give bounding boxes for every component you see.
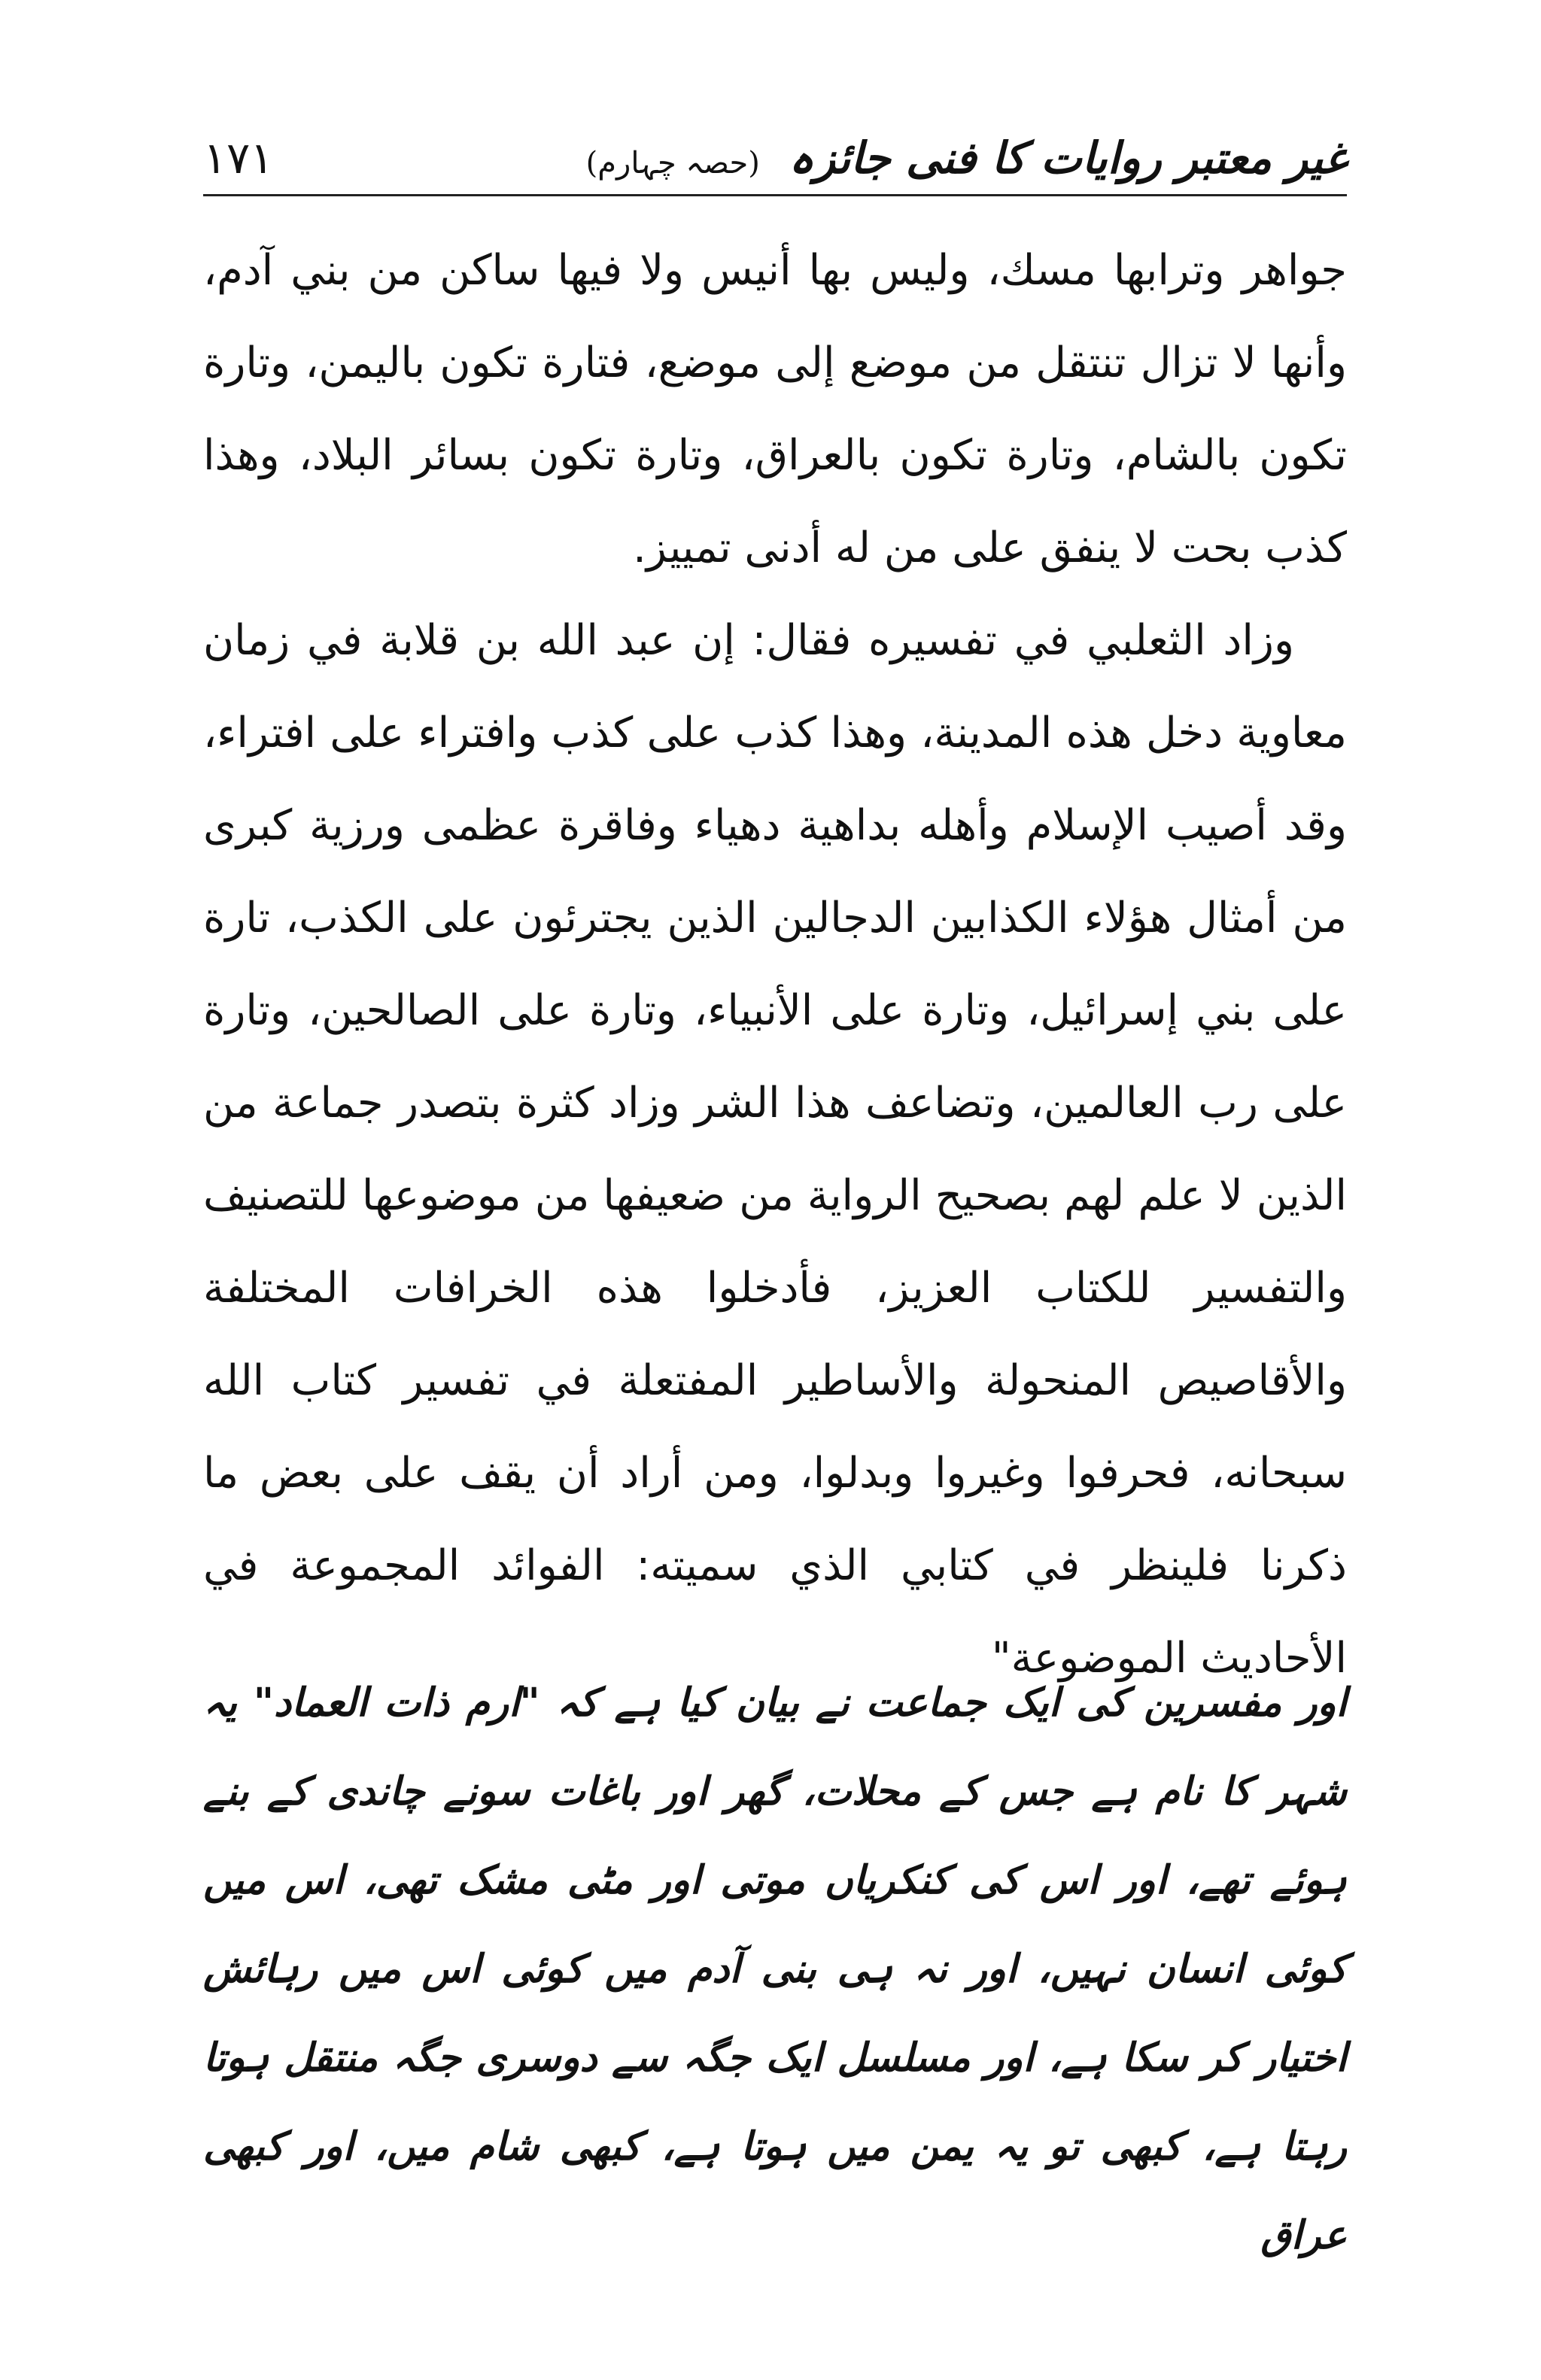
arabic-paragraph: وزاد الثعلبي في تفسيره فقال: إن عبد الله بن قلابة في زمان معاوية دخل هذه المدينة، وهذا كذب على كذب وافتراء على افتراء، وقد أصيب الإسلام وأهله بداهية دهياء وفاقرة عظمى ورزية كبرى من أمثال هؤلاء الكذابين الدجالين الذين يجترئون على الكذب، تارة على بني إسرائيل، وتارة على الأنبياء، وتارة على الصالحين، وتارة على رب العالمين، وتضاعف هذا الشر وزاد كثرة بتصدر جماعة من الذين لا علم لهم بصحيح الرواية من ضعيفها من موضوعها للتصنيف والتفسير للكتاب العزيز، فأدخلوا هذه الخرافات المختلفة والأقاصيص المنحولة والأساطير المفتعلة في تفسير كتاب الله سبحانه، فحرفوا وغيروا وبدلوا، ومن أراد أن يقف على بعض ما ذكرنا فلينظر في كتابي الذي سميته: الفوائد المجموعة في الأحاديث الموضوعة"	[203, 616, 1347, 1683]
running-header	[203, 128, 1347, 196]
header-divider	[203, 194, 1347, 196]
arabic-paragraph: جواهر وترابها مسك، وليس بها أنيس ولا فيها ساكن من بني آدم، وأنها لا تزال تنتقل من موضع إلى موضع، فتارة تكون باليمن، وتارة تكون بالشام، وتارة تكون بالعراق، وتارة تكون بسائر البلاد، وهذا كذب بحت لا ينفق على من له أدنى تمييز.	[203, 246, 1347, 572]
urdu-paragraph: اور مفسرین کی ایک جماعت نے بیان کیا ہے کہ "ارم ذات العماد" یہ شہر کا نام ہے جس کے محلات، گھر اور باغات سونے چاندی کے بنے ہوئے تھے، اور اس کی کنکریاں موتی اور مٹی مشک تھی، اس میں کوئی انسان نہیں، اور نہ ہی بنی آدم میں کوئی اس میں رہائش اختیار کر سکا ہے، اور مسلسل ایک جگہ سے دوسری جگہ منتقل ہوتا رہتا ہے، کبھی تو یہ یمن میں ہوتا ہے، کبھی شام میں، اور کبھی عراق	[203, 1680, 1347, 2258]
book-title	[586, 128, 1347, 193]
book-title-text: غیر معتبر روایات کا فنی جائزہ	[789, 132, 1347, 184]
arabic-quotation	[203, 224, 1347, 1705]
page-number: ۱۷۱	[203, 132, 274, 184]
book-part-label: (حصہ چہارم)	[585, 146, 760, 181]
urdu-translation	[203, 1659, 1347, 2280]
